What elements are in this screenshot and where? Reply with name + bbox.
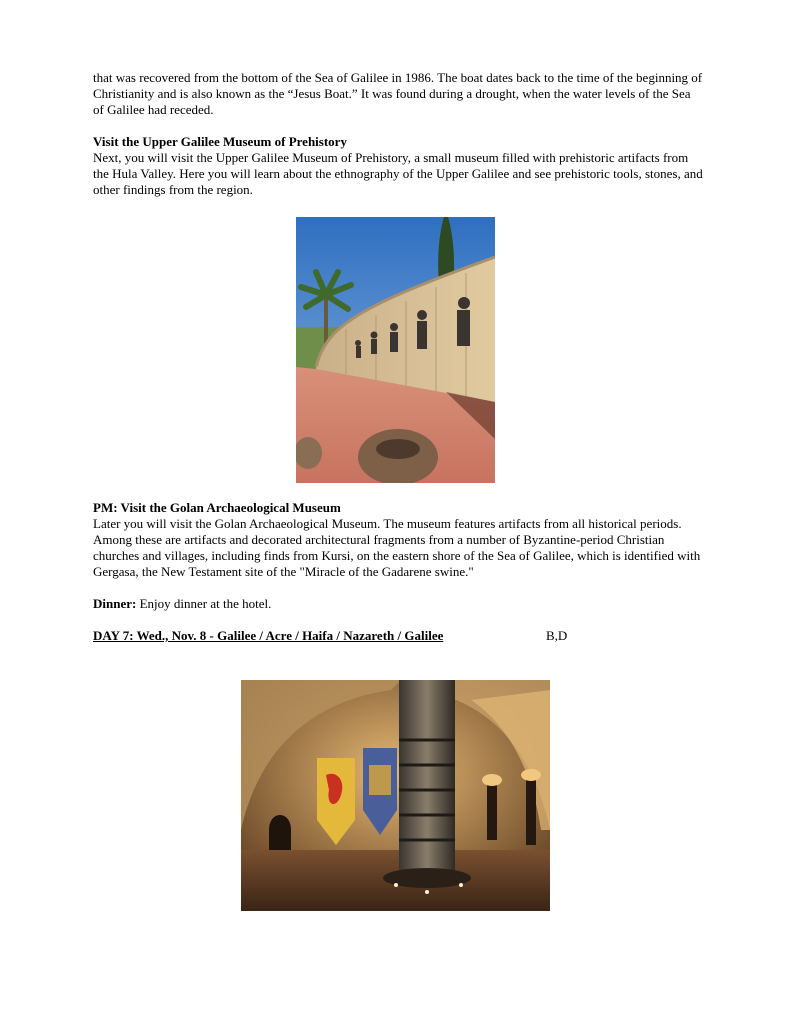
day-7-meals: B,D [546, 628, 568, 643]
day-7-title: DAY 7: Wed., Nov. 8 - Galilee / Acre / Haifa / Nazareth / Galilee [93, 628, 444, 643]
prehistory-museum-paragraph: Next, you will visit the Upper Galilee Museum of Prehistory, a small museum filled with prehistoric artifacts from the Hula Valley. Here you will learn about the ethnography of the Upper Galilee and see prehistoric tools, stones, and other findings from the region. [93, 150, 703, 197]
golan-museum-paragraph: Later you will visit the Golan Archaeological Museum. The museum features artifacts from all historical periods. Among these are artifacts and decorated architectural fragments from a number of Byzantine-period Christian churches and villages, including finds from Kursi, on the eastern shore of the Sea of Galilee, which is identified with Gergasa, the New Testament site of the "Miracle of the Gadarene swine." [93, 516, 701, 579]
prehistory-museum-photo [296, 217, 495, 483]
dinner-text: Enjoy dinner at the hotel. [136, 596, 272, 611]
document-page-lower [93, 500, 703, 644]
day-7-row [93, 628, 703, 644]
dinner-label: Dinner: [93, 596, 137, 611]
document-page [93, 70, 703, 198]
intro-paragraph: that was recovered from the bottom of the Sea of Galilee in 1986. The boat dates back to the time of the beginning of Christianity and is also known as the “Jesus Boat.” It was found during a drought, when the water levels of the Sea of Galilee had receded. [93, 70, 703, 117]
dinner-line [93, 596, 703, 612]
acre-knights-hall-photo [241, 680, 550, 911]
golan-museum-heading: PM: Visit the Golan Archaeological Museum [93, 500, 341, 515]
prehistory-museum-heading: Visit the Upper Galilee Museum of Prehistory [93, 134, 347, 149]
